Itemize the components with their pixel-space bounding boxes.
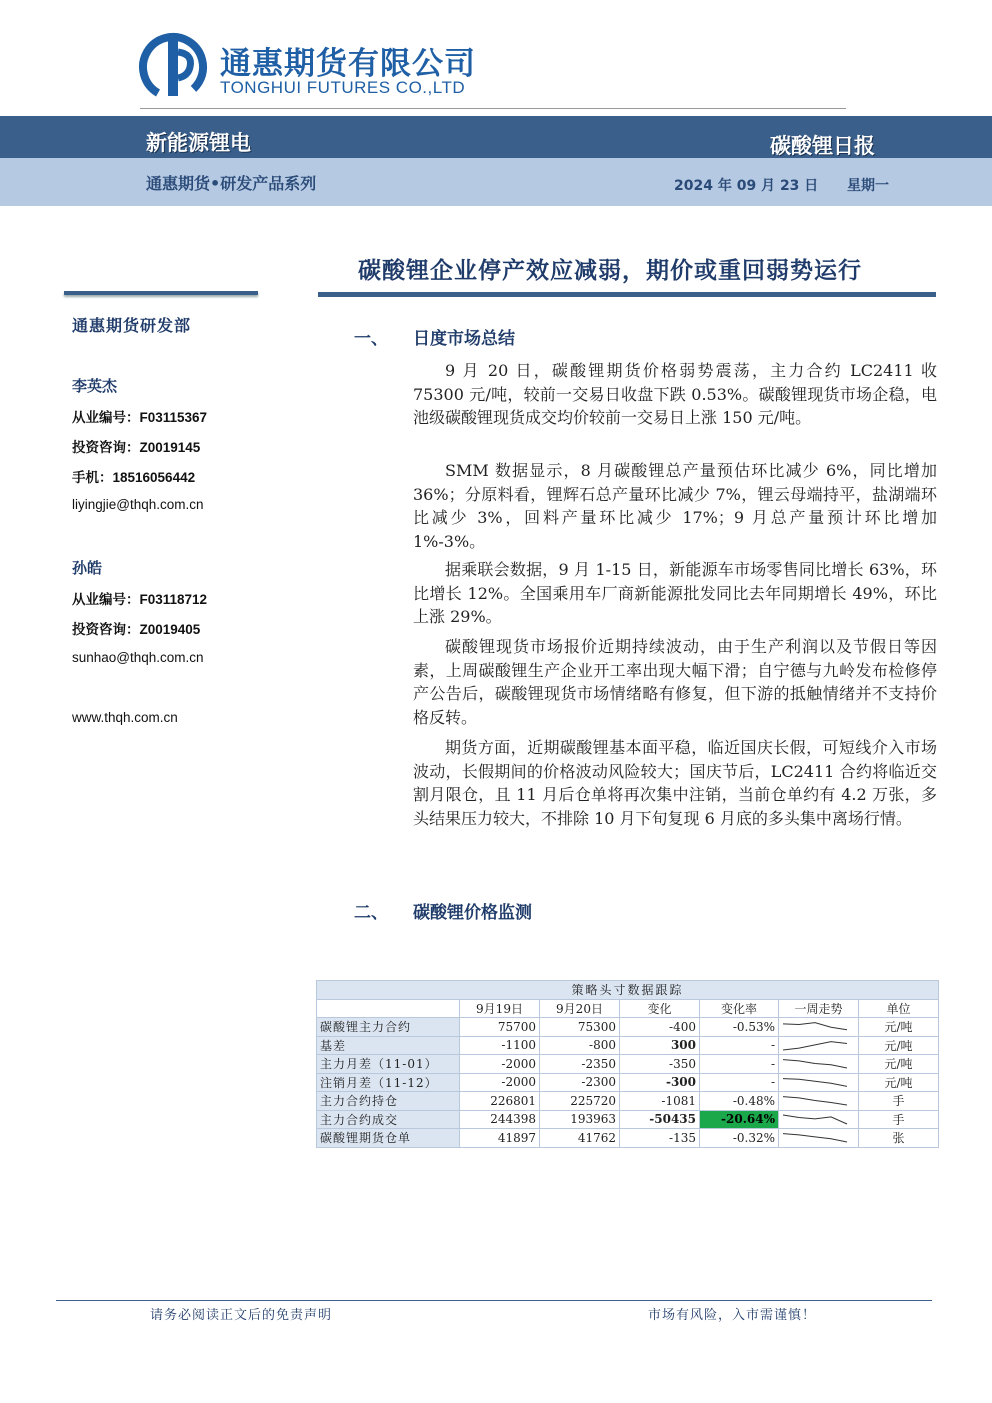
value-sep20: 41762	[540, 1129, 620, 1148]
table-caption: 策略头寸数据跟踪	[317, 981, 939, 1000]
footer-disclaimer: 请务必阅读正文后的免责声明	[150, 1308, 333, 1323]
value-sep20: 193963	[540, 1110, 620, 1129]
unit-label: 手	[859, 1092, 939, 1111]
value-change-rate: -	[700, 1073, 779, 1092]
unit-label: 张	[859, 1129, 939, 1148]
analyst-name: 孙皓	[72, 559, 103, 577]
section-title: 日度市场总结	[413, 329, 515, 349]
table-header-cell: 变化	[620, 999, 700, 1018]
table-row	[317, 1073, 939, 1092]
value-sep19: -1100	[460, 1036, 540, 1055]
analyst-phone: 手机：18516056442	[72, 470, 196, 485]
value-change: -400	[620, 1018, 700, 1037]
weekly-trend-sparkline	[779, 1055, 859, 1074]
value-sep19: 75700	[460, 1018, 540, 1037]
value-change-rate: -	[700, 1036, 779, 1055]
paragraph: 据乘联会数据，9 月 1-15 日，新能源车市场零售同比增长 63%，环比增长 12%。全国乘用车厂商新能源批发同比去年同期增长 49%，环比上涨 29%。	[413, 560, 937, 626]
section-title: 碳酸锂价格监测	[413, 903, 532, 923]
value-change: -1081	[620, 1092, 700, 1111]
table-row	[317, 1018, 939, 1037]
value-change: -50435	[620, 1110, 700, 1129]
value-sep19: 244398	[460, 1110, 540, 1129]
footer-risk-notice: 市场有风险，入市需谨慎！	[648, 1308, 817, 1323]
value-sep20: -2300	[540, 1073, 620, 1092]
price-monitor-table	[316, 980, 939, 1148]
sidebar-department: 通惠期货研发部	[72, 316, 192, 335]
analyst-name: 李英杰	[72, 377, 118, 395]
table-row	[317, 1092, 939, 1111]
value-sep19: -2000	[460, 1055, 540, 1074]
value-change-rate: -0.48%	[700, 1092, 779, 1111]
table-header-cell: 9月19日	[460, 999, 540, 1018]
weekly-trend-sparkline	[779, 1073, 859, 1092]
value-sep19: 226801	[460, 1092, 540, 1111]
unit-label: 元/吨	[859, 1018, 939, 1037]
analyst-email[interactable]: sunhao@thqh.com.cn	[72, 650, 204, 665]
analyst-license: 从业编号：F03118712	[72, 592, 208, 607]
table-row	[317, 1036, 939, 1055]
analyst-license: 从业编号：F03115367	[72, 410, 208, 425]
table-header-cell	[317, 999, 460, 1018]
value-change: 300	[620, 1036, 700, 1055]
value-change-rate: -0.53%	[700, 1018, 779, 1037]
weekly-trend-sparkline	[779, 1129, 859, 1148]
value-change-rate: -20.64%	[700, 1110, 779, 1129]
unit-label: 元/吨	[859, 1036, 939, 1055]
paragraph: 9 月 20 日，碳酸锂期货价格弱势震荡，主力合约 LC2411 收 75300 元/吨，较前一交易日收盘下跌 0.53%。碳酸锂现货市场企稳，电池级碳酸锂现货成交均价较前一交易日上涨 150 元/吨。	[413, 361, 937, 427]
row-label: 主力月差（11-01）	[317, 1055, 460, 1074]
report-type: 碳酸锂日报	[770, 134, 875, 158]
sidebar-divider	[64, 291, 258, 295]
sparkline-line	[783, 1060, 847, 1068]
sparkline-line	[783, 1023, 847, 1030]
table-header-row	[317, 999, 939, 1018]
table-row	[317, 1055, 939, 1074]
row-label: 注销月差（11-12）	[317, 1073, 460, 1092]
sparkline-line	[783, 1134, 847, 1142]
company-logo-icon	[138, 32, 208, 102]
weekly-trend-sparkline	[779, 1110, 859, 1129]
value-sep20: -800	[540, 1036, 620, 1055]
paragraph: 碳酸锂现货市场报价近期持续波动，由于生产利润以及节假日等因素，上周碳酸锂生产企业开工率出现大幅下滑；自宁德与九岭发布检修停产公告后，碳酸锂现货市场情绪略有修复，但下游的抵触情绪并不支持价格反转。	[413, 637, 937, 727]
unit-label: 元/吨	[859, 1055, 939, 1074]
sparkline-line	[783, 1041, 847, 1049]
value-change: -135	[620, 1129, 700, 1148]
value-sep19: 41897	[460, 1129, 540, 1148]
table-header-cell: 9月20日	[540, 999, 620, 1018]
value-sep20: 225720	[540, 1092, 620, 1111]
unit-label: 手	[859, 1110, 939, 1129]
analyst-email[interactable]: liyingjie@thqh.com.cn	[72, 497, 204, 512]
value-change: -300	[620, 1073, 700, 1092]
value-sep19: -2000	[460, 1073, 540, 1092]
row-label: 碳酸锂主力合约	[317, 1018, 460, 1037]
company-name-en: TONGHUI FUTURES CO.,LTD	[220, 78, 466, 97]
row-label: 碳酸锂期货仓单	[317, 1129, 460, 1148]
row-label: 主力合约成交	[317, 1110, 460, 1129]
headline-divider	[318, 292, 936, 297]
weekly-trend-sparkline	[779, 1036, 859, 1055]
section-number: 二、	[354, 903, 388, 923]
sparkline-line	[783, 1078, 847, 1086]
company-name-cn: 通惠期货有限公司	[220, 46, 476, 82]
value-sep20: 75300	[540, 1018, 620, 1037]
sparkline-line	[783, 1097, 847, 1105]
row-label: 主力合约持仓	[317, 1092, 460, 1111]
report-category: 新能源锂电	[146, 131, 251, 155]
paragraph: SMM 数据显示，8 月碳酸锂总产量预估环比减少 6%，同比增加 36%；分原料看，锂辉石总产量环比减少 7%，锂云母端持平，盐湖端环比减少 3%，回料产量环比减少 17%；9 月总产量预计环比增加 1%-3%。	[413, 461, 937, 551]
weekly-trend-sparkline	[779, 1092, 859, 1111]
table-header-cell: 一周走势	[779, 999, 859, 1018]
value-sep20: -2350	[540, 1055, 620, 1074]
row-label: 基差	[317, 1036, 460, 1055]
analyst-consult: 投资咨询：Z0019145	[72, 440, 201, 455]
unit-label: 元/吨	[859, 1073, 939, 1092]
paragraph: 期货方面，近期碳酸锂基本面平稳，临近国庆长假，可短线介入市场波动，长假期间的价格波动风险较大；国庆节后，LC2411 合约将临近交割月限仓，且 11 月后仓单将再次集中注销，当前仓单约有 4.2 万张，多头结果压力较大，不排除 10 月下旬复现 6 月底的多头集中离场行情。	[413, 738, 937, 828]
footer-divider	[56, 1300, 932, 1301]
analyst-consult: 投资咨询：Z0019405	[72, 622, 201, 637]
value-change-rate: -	[700, 1055, 779, 1074]
sparkline-line	[783, 1115, 847, 1124]
section-number: 一、	[354, 329, 388, 349]
report-date: 2024 年 09 月 23 日	[674, 178, 819, 194]
table-header-cell: 单位	[859, 999, 939, 1018]
weekly-trend-sparkline	[779, 1018, 859, 1037]
report-series: 通惠期货•研发产品系列	[146, 174, 317, 193]
table-row	[317, 1110, 939, 1129]
table-header-cell: 变化率	[700, 999, 779, 1018]
value-change: -350	[620, 1055, 700, 1074]
page-title: 碳酸锂企业停产效应减弱，期价或重回弱势运行	[358, 257, 862, 284]
value-change-rate: -0.32%	[700, 1129, 779, 1148]
table-row	[317, 1129, 939, 1148]
website-link[interactable]: www.thqh.com.cn	[72, 710, 178, 725]
report-weekday: 星期一	[847, 178, 889, 194]
logo-divider	[140, 108, 846, 109]
